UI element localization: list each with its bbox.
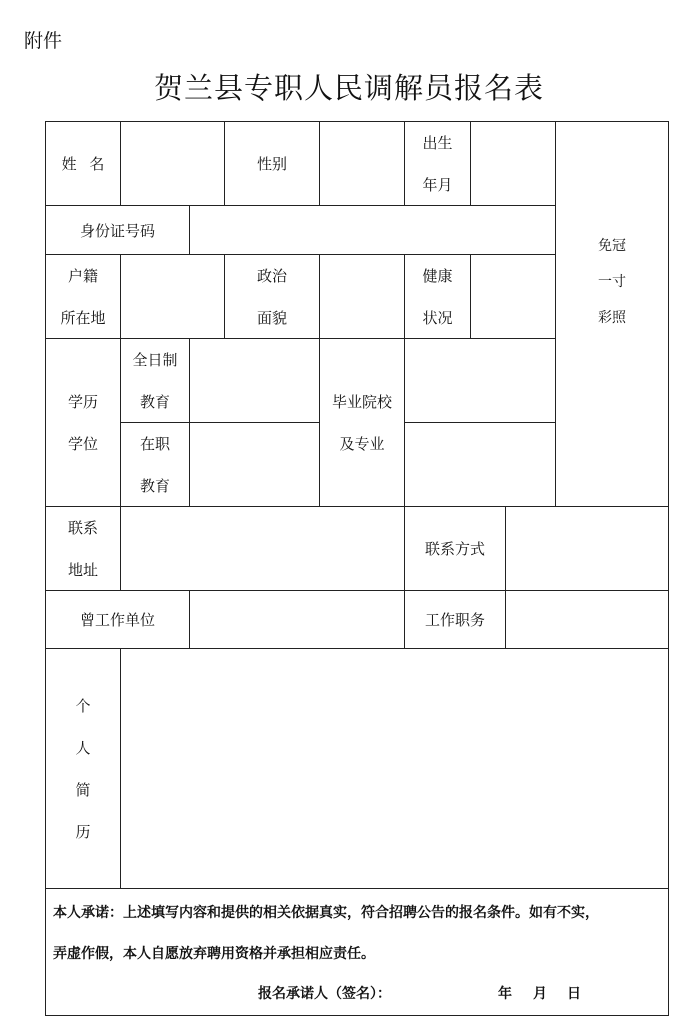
- row-line: [45, 888, 669, 889]
- political-status-field[interactable]: [320, 255, 404, 338]
- hukou-label-line2: 所在地: [60, 308, 106, 327]
- attachment-label: 附件: [24, 30, 63, 52]
- contact-field[interactable]: [506, 507, 668, 590]
- resume-label: [46, 649, 120, 888]
- former-employer-label: 曾工作单位: [79, 611, 155, 629]
- address-label-line2: 地址: [67, 560, 98, 579]
- id-number-label: 身份证号码: [79, 221, 155, 240]
- table-border-bottom: [45, 1015, 669, 1016]
- form-title: 贺兰县专职人民调解员报名表: [153, 71, 544, 105]
- inservice-label-line1: 在职: [139, 434, 170, 453]
- birth-label-line1: 出生: [422, 133, 453, 152]
- school-major-label: [320, 339, 404, 506]
- education-label: [46, 339, 120, 506]
- inservice-label-line2: 教育: [139, 476, 170, 495]
- date-month-label: 月: [533, 986, 547, 1002]
- hukou-label: [46, 255, 120, 338]
- name-label: 姓 名: [61, 155, 105, 173]
- political-label-line1: 政治: [256, 266, 287, 285]
- hukou-label-line1: 户籍: [67, 266, 98, 285]
- school-label-line2: 及专业: [339, 434, 385, 453]
- fulltime-label-line1: 全日制: [132, 350, 178, 369]
- gender-label: 性别: [256, 155, 287, 173]
- fulltime-label-line2: 教育: [139, 392, 170, 411]
- signer-label: 报名承诺人（签名）：: [258, 986, 391, 1002]
- former-employer-field[interactable]: [190, 591, 404, 648]
- pledge-text-line1: 本人承诺：上述填写内容和提供的相关依据真实，符合招聘公告的报名条件。如有不实，: [53, 905, 599, 921]
- resume-char: 人: [75, 739, 91, 757]
- contact-label: 联系方式: [424, 540, 485, 558]
- job-title-field[interactable]: [506, 591, 668, 648]
- photo-label-line1: 免冠: [598, 238, 626, 254]
- education-label-line1: 学历: [67, 392, 98, 411]
- resume-field[interactable]: [121, 649, 668, 888]
- job-title-label: 工作职务: [424, 611, 485, 629]
- photo-label-line3: 彩照: [598, 310, 626, 326]
- table-border-right: [668, 121, 669, 1016]
- photo-label-line2: 一寸: [598, 274, 626, 290]
- education-label-line2: 学位: [67, 434, 98, 453]
- gender-field[interactable]: [320, 122, 404, 205]
- resume-char: 简: [75, 781, 91, 799]
- health-field[interactable]: [471, 255, 555, 338]
- resume-char: 个: [75, 697, 91, 715]
- fulltime-school-field[interactable]: [405, 339, 555, 422]
- fulltime-education-label: [121, 339, 189, 422]
- pledge-text-line2: 弄虚作假，本人自愿放弃聘用资格并承担相应责任。: [53, 946, 375, 962]
- political-status-label: [225, 255, 319, 338]
- inservice-school-field[interactable]: [405, 423, 555, 506]
- political-label-line2: 面貌: [256, 308, 287, 327]
- date-day-label: 日: [567, 986, 581, 1002]
- health-label-line2: 状况: [422, 308, 453, 327]
- address-field[interactable]: [121, 507, 404, 590]
- birth-date-field[interactable]: [471, 122, 555, 205]
- address-label-line1: 联系: [67, 518, 98, 537]
- health-label: [405, 255, 470, 338]
- birth-label-line2: 年月: [422, 175, 453, 194]
- inservice-education-field[interactable]: [190, 423, 319, 506]
- health-label-line1: 健康: [422, 266, 453, 285]
- hukou-field[interactable]: [121, 255, 224, 338]
- id-number-field[interactable]: [190, 206, 555, 254]
- inservice-education-label: [121, 423, 189, 506]
- name-field[interactable]: [121, 122, 224, 205]
- resume-char: 历: [75, 823, 91, 841]
- signature-field[interactable]: [410, 983, 490, 1003]
- fulltime-education-field[interactable]: [190, 339, 319, 422]
- school-label-line1: 毕业院校: [331, 392, 392, 411]
- photo-placeholder[interactable]: [556, 122, 668, 326]
- birth-date-label: [405, 122, 470, 205]
- address-label: [46, 507, 120, 590]
- date-year-label: 年: [498, 986, 512, 1002]
